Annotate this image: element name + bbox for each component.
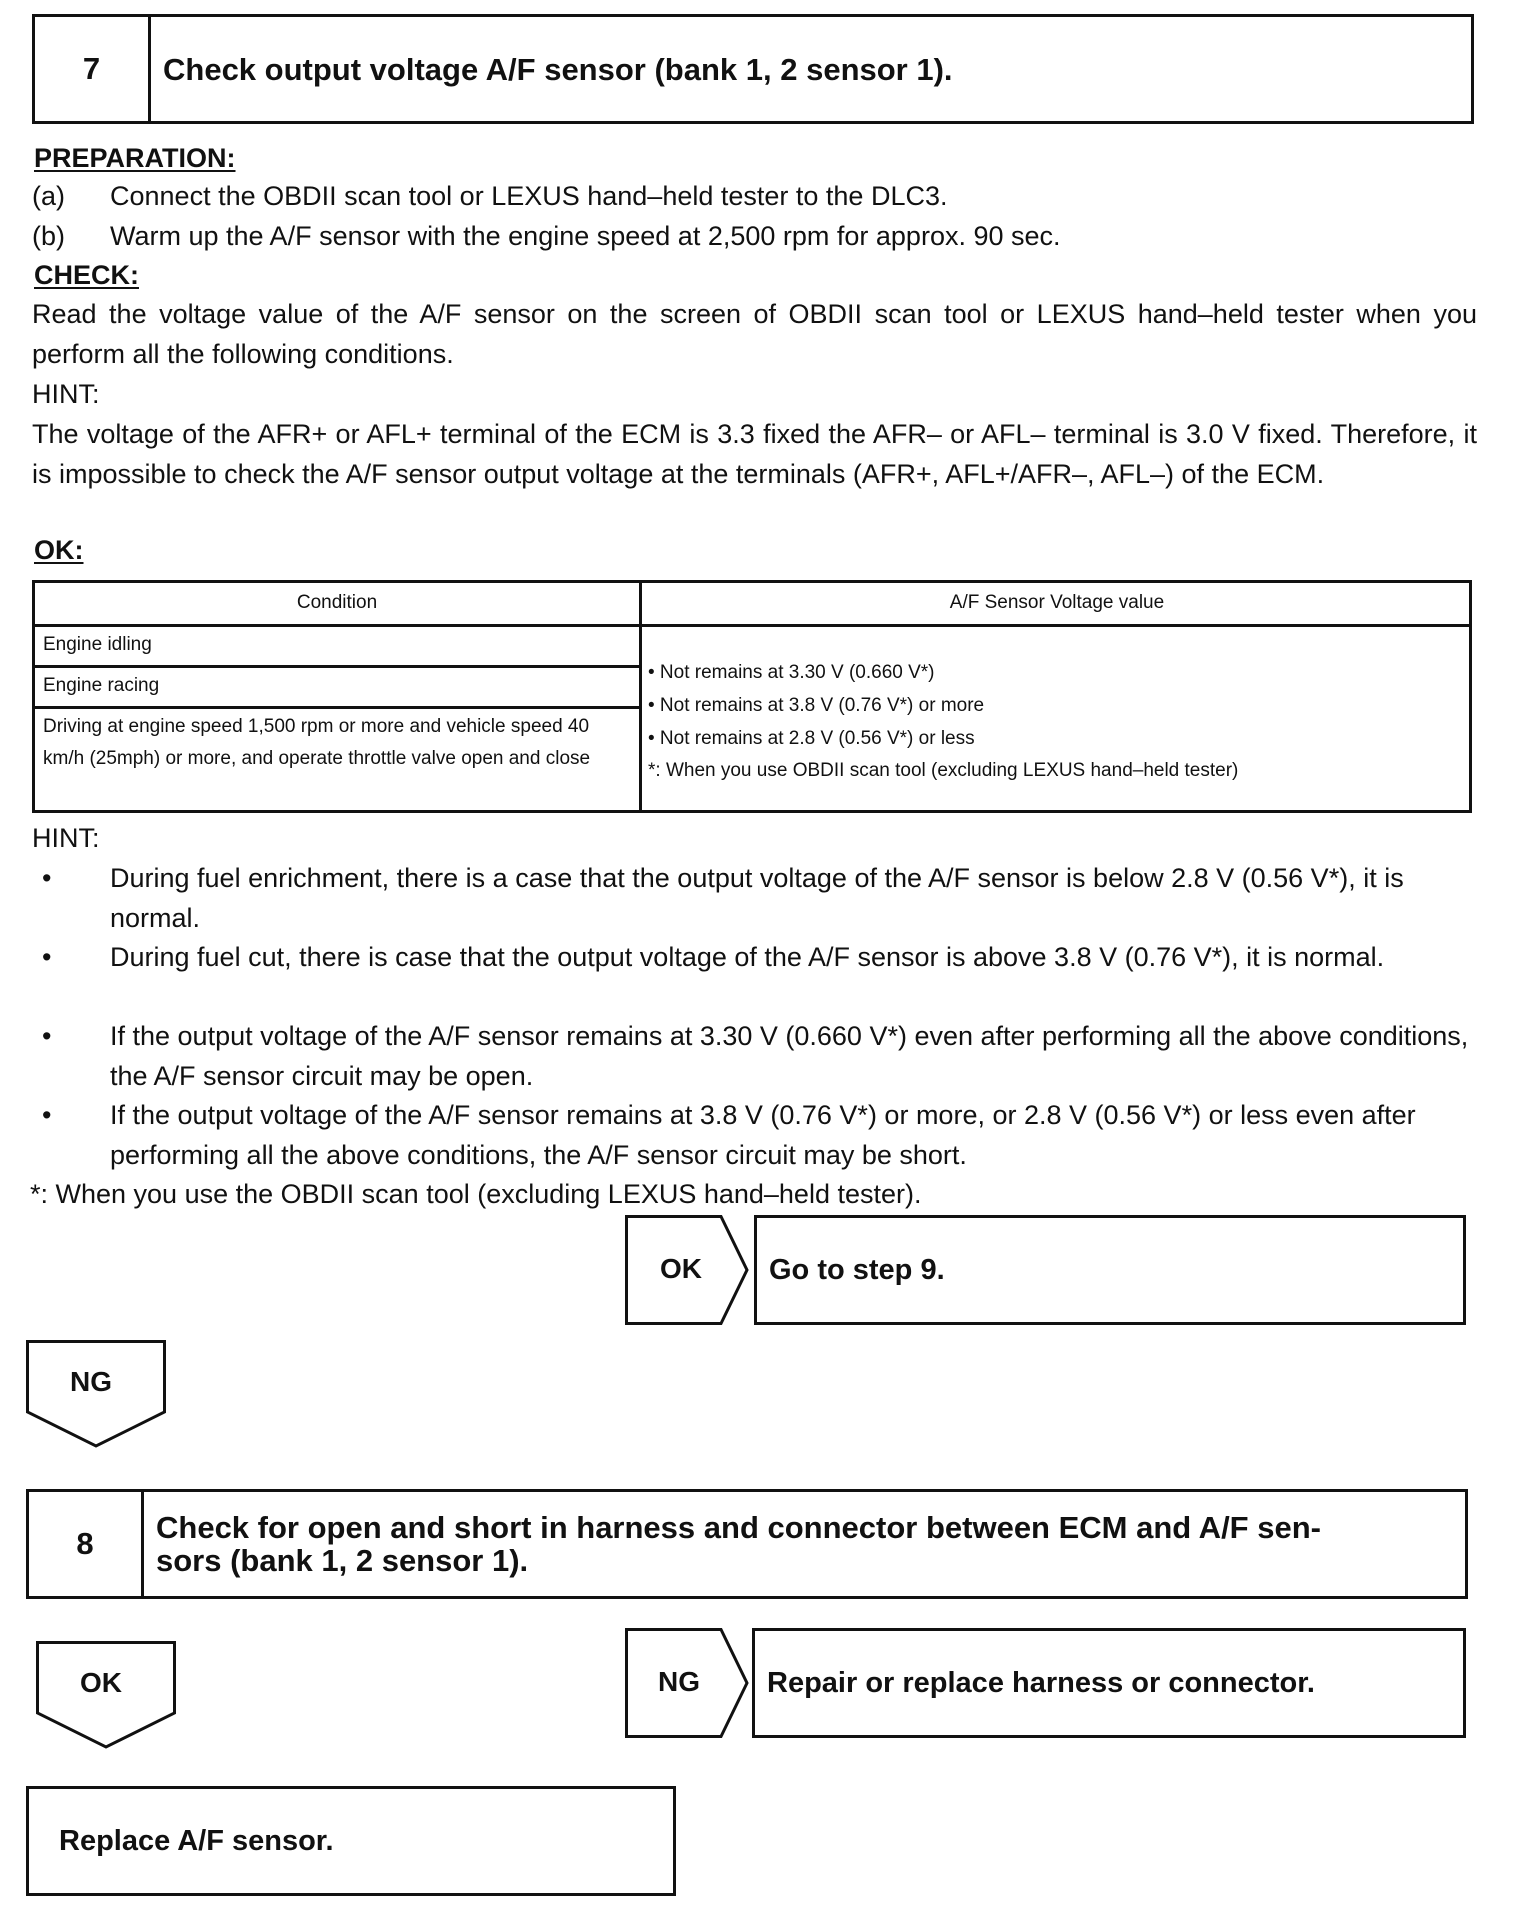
- bullet: •: [42, 863, 52, 893]
- hint-item: During fuel enrichment, there is a case that the output voltage of the A/F sensor is below 2.8 V (0.56 V*), it is normal.: [110, 863, 1404, 933]
- table-value-line: • Not remains at 3.8 V (0.76 V*) or more: [648, 695, 985, 716]
- hint-footnote: *: When you use the OBDII scan tool (excluding LEXUS hand–held tester).: [30, 1179, 922, 1209]
- replace-af-sensor-box: Replace A/F sensor.: [26, 1786, 676, 1896]
- hint-item: During fuel cut, there is case that the output voltage of the A/F sensor is above 3.8 V (0.76 V*), it is normal.: [110, 942, 1385, 972]
- table-condition-racing: Engine racing: [43, 675, 160, 696]
- check-hint-label: HINT:: [32, 379, 100, 409]
- flow8-ok-label: OK: [80, 1667, 122, 1698]
- bullet: •: [42, 1100, 52, 1130]
- flow8-ng-label: NG: [658, 1666, 700, 1697]
- flow7-ng-label: NG: [70, 1366, 112, 1397]
- ok-heading: OK:: [34, 535, 84, 565]
- table-header-voltage: A/F Sensor Voltage value: [949, 592, 1165, 613]
- prep-marker-a: (a): [32, 181, 65, 211]
- repair-harness-box: Repair or replace harness or connector.: [752, 1628, 1466, 1738]
- step-7-header: [32, 14, 1474, 124]
- prep-marker-b: (b): [32, 221, 65, 251]
- go-to-step-9-box: Go to step 9.: [754, 1215, 1466, 1325]
- step-8-header: [26, 1489, 1468, 1599]
- prep-item-a: Connect the OBDII scan tool or LEXUS hand–held tester to the DLC3.: [110, 181, 948, 211]
- check-hint-text: The voltage of the AFR+ or AFL+ terminal of the ECM is 3.3 fixed the AFR– or AFL– terminal is 3.0 V fixed. Therefore, it is impossible to check the A/F sensor output voltage at the terminals (AFR+, AFL+/AFR–, AFL–) of the ECM.: [32, 419, 1477, 489]
- table-row-divider: [35, 665, 639, 668]
- check-text: Read the voltage value of the A/F sensor on the screen of OBDII scan tool or LEXUS hand–held tester when you perform all the following conditions.: [32, 299, 1477, 369]
- step-title: [156, 1492, 1455, 1596]
- step-number: 7: [35, 17, 151, 121]
- condition-table: [32, 580, 1472, 813]
- preparation-heading: PREPARATION:: [34, 143, 236, 173]
- table-condition-driving: Driving at engine speed 1,500 rpm or more and vehicle speed 40 km/h (25mph) or more, and operate throttle valve open and close: [43, 716, 591, 769]
- table-footnote: *: When you use OBDII scan tool (excluding LEXUS hand–held tester): [648, 760, 1239, 781]
- check-heading: CHECK:: [34, 260, 139, 290]
- table-value-line: • Not remains at 3.30 V (0.660 V*): [648, 662, 935, 683]
- table-condition-idling: Engine idling: [43, 634, 152, 655]
- bullet: •: [42, 1021, 52, 1051]
- hint-item: If the output voltage of the A/F sensor remains at 3.30 V (0.660 V*) even after performing all the above conditions, the A/F sensor circuit may be open.: [110, 1021, 1469, 1091]
- step-title-line: sors (bank 1, 2 sensor 1).: [156, 1543, 529, 1578]
- table-row-divider: [35, 706, 639, 709]
- step-title-line: Check for open and short in harness and connector between ECM and A/F sen-: [156, 1510, 1321, 1545]
- table-header-divider: [35, 624, 1469, 627]
- hint-label: HINT:: [32, 823, 100, 853]
- hint-item: If the output voltage of the A/F sensor remains at 3.8 V (0.76 V*) or more, or 2.8 V (0.56 V*) or less even after performing all the above conditions, the A/F sensor circuit may be short.: [110, 1100, 1416, 1170]
- table-value-line: • Not remains at 2.8 V (0.56 V*) or less: [648, 728, 975, 749]
- step-title: Check output voltage A/F sensor (bank 1, 2 sensor 1).: [163, 51, 953, 87]
- prep-item-b: Warm up the A/F sensor with the engine speed at 2,500 rpm for approx. 90 sec.: [110, 221, 1061, 251]
- step-number: 8: [29, 1492, 144, 1596]
- table-header-condition: Condition: [296, 592, 378, 613]
- flow7-ok-label: OK: [660, 1253, 702, 1284]
- bullet: •: [42, 942, 52, 972]
